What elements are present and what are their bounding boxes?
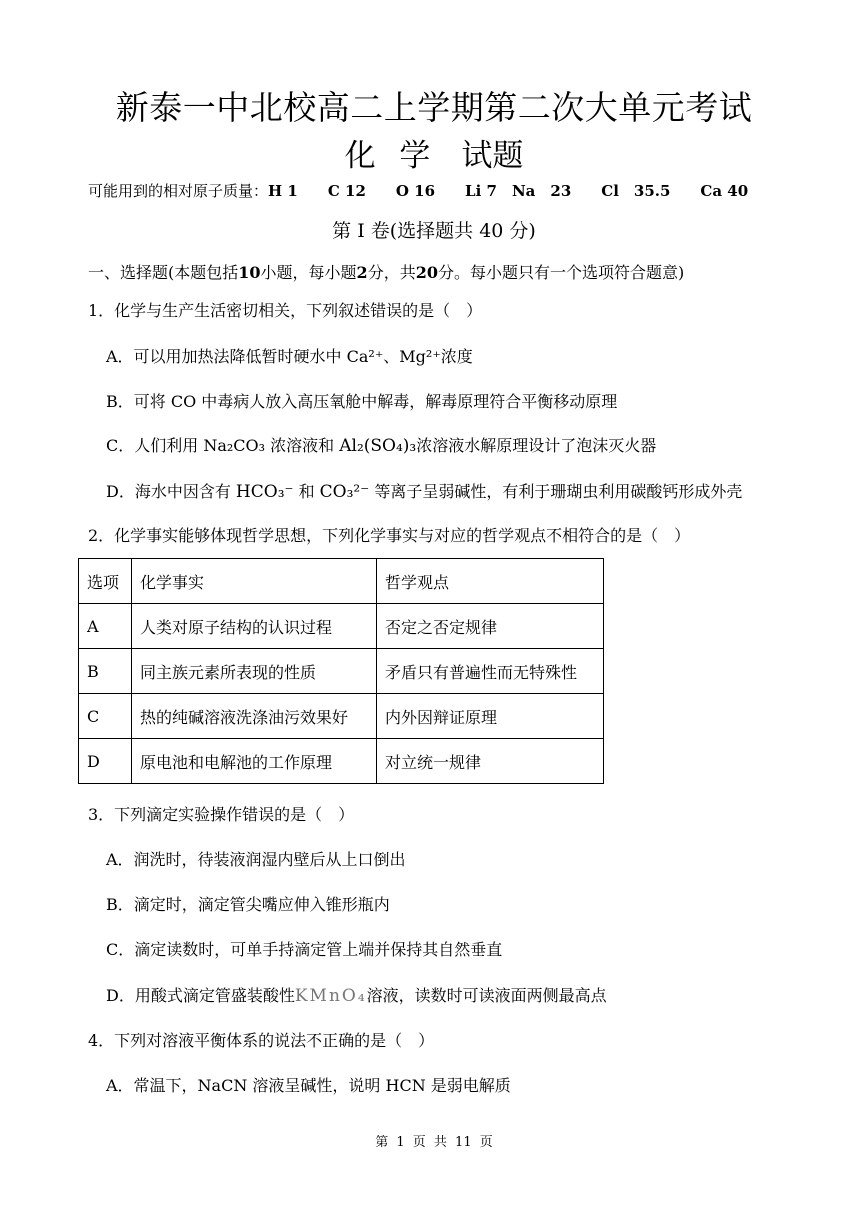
aluminium-sulfate-formula: Al₂(SO₄)₃ <box>339 436 417 456</box>
table-header-cell: 选项 <box>79 559 132 604</box>
instr-count: 10 <box>238 263 261 282</box>
q4-option-a: A．常温下，NaCN 溶液呈碱性，说明 HCN 是弱电解质 <box>106 1076 511 1095</box>
q1-option-a: A．可以用加热法降低暂时硬水中 Ca²⁺、Mg²⁺浓度 <box>106 347 473 366</box>
instr-text-c: 分，共 <box>367 263 416 282</box>
q1-c-text-end: 浓溶液水解原理设计了泡沫灭火器 <box>416 436 657 455</box>
q3-option-a: A．润洗时，待装液润湿内壁后从上口倒出 <box>106 850 406 869</box>
exam-subtitle: 化 学 试题 <box>344 138 524 174</box>
carbonate-formula: CO₃²⁻ <box>319 482 370 502</box>
section-title: 第 I 卷(选择题共 40 分) <box>332 220 536 242</box>
instr-text-a: 本题包括 <box>174 263 239 282</box>
q1-d-and: 和 <box>293 482 320 501</box>
table-header-cell: 化学事实 <box>132 559 377 604</box>
q3-d-text: D．用酸式滴定管盛装酸性 <box>106 986 295 1005</box>
table-cell: 对立统一规律 <box>377 739 604 784</box>
atomic-mass-values: H 1 C 12 O 16 Li 7 Na 23 Cl 35.5 Ca 40 <box>268 182 749 200</box>
table-cell: 否定之否定规律 <box>377 604 604 649</box>
table-cell: D <box>79 739 132 784</box>
table-header-row <box>79 559 604 604</box>
q3-option-c: C．滴定读数时，可单手持滴定管上端并保持其自然垂直 <box>106 940 503 959</box>
table-cell: 同主族元素所表现的性质 <box>132 649 377 694</box>
q1-option-c <box>106 433 656 456</box>
table-cell: 矛盾只有普遍性而无特殊性 <box>377 649 604 694</box>
table-row <box>79 739 604 784</box>
q1-c-text: C．人们利用 Na₂CO₃ 浓溶液和 <box>106 436 340 455</box>
q1-option-d <box>106 479 742 502</box>
table-cell: 热的纯碱溶液洗涤油污效果好 <box>132 694 377 739</box>
table-cell: 内外因辩证原理 <box>377 694 604 739</box>
table-cell: C <box>79 694 132 739</box>
q1-stem: 1．化学与生产生活密切相关，下列叙述错误的是（ ） <box>88 301 483 320</box>
q2-stem: 2．化学事实能够体现哲学思想，下列化学事实与对应的哲学观点不相符合的是（ ） <box>88 526 691 545</box>
instr-prefix: 一、选择题( <box>88 263 175 282</box>
instr-points: 2 <box>356 263 368 282</box>
q3-option-b: B．滴定时，滴定管尖嘴应伸入锥形瓶内 <box>106 895 390 914</box>
table-cell: B <box>79 649 132 694</box>
q3-stem: 3．下列滴定实验操作错误的是（ ） <box>88 805 355 824</box>
table-row <box>79 604 604 649</box>
table-cell: A <box>79 604 132 649</box>
table-row <box>79 649 604 694</box>
instr-text-d: 分。每小题只有一个选项符合题意) <box>437 263 685 282</box>
instr-total: 20 <box>415 263 438 282</box>
bicarbonate-formula: HCO₃⁻ <box>235 482 294 502</box>
q1-d-text-end: 等离子呈弱碱性，有利于珊瑚虫利用碳酸钙形成外壳 <box>369 482 743 501</box>
atomic-mass-label: 可能用到的相对原子质量： <box>88 182 269 200</box>
q1-d-text: D．海水中因含有 <box>106 482 236 501</box>
page-footer: 第 1 页 共 11 页 <box>375 1135 493 1150</box>
table-row <box>79 694 604 739</box>
q2-table <box>78 558 604 784</box>
q4-stem: 4．下列对溶液平衡体系的说法不正确的是（ ） <box>88 1031 435 1050</box>
q3-d-text-end: 溶液，读数时可读液面两侧最高点 <box>366 986 607 1005</box>
atomic-mass-line <box>88 180 748 201</box>
q3-option-d <box>106 983 607 1006</box>
table-cell: 原电池和电解池的工作原理 <box>132 739 377 784</box>
instr-text-b: 小题，每小题 <box>260 263 357 282</box>
q1-option-b: B．可将 CO 中毒病人放入高压氧舱中解毒，解毒原理符合平衡移动原理 <box>106 392 618 411</box>
table-header-cell: 哲学观点 <box>377 559 604 604</box>
part-one-instructions <box>88 260 684 283</box>
permanganate-formula: KMnO₄ <box>294 986 367 1006</box>
exam-title: 新泰一中北校高二上学期第二次大单元考试 <box>115 88 753 127</box>
table-cell: 人类对原子结构的认识过程 <box>132 604 377 649</box>
